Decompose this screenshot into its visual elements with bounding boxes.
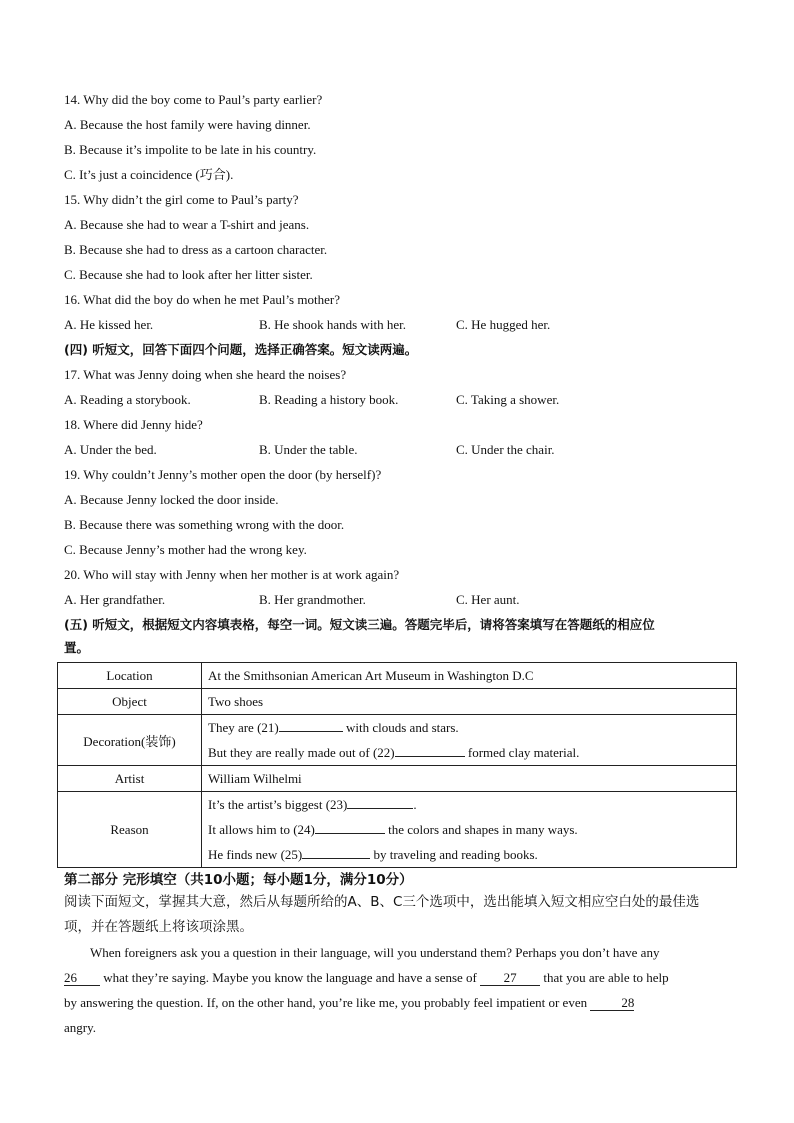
option-15a: A. Because she had to wear a T-shirt and jeans. xyxy=(64,217,310,232)
cloze-passage: When foreigners ask you a question in their language, will you understand them? Perhaps you don’t have any 26 what they’re saying. Maybe you know the language and have a sense of 27 that you are able to help by answering the question. If, on the other hand, you’re like me, you probably feel impatient or even 28 angry. xyxy=(64,945,669,1035)
blank-22[interactable] xyxy=(395,756,465,757)
option-20a: A. Her grandfather. xyxy=(64,592,166,607)
option-19b: B. Because there was something wrong with the door. xyxy=(64,517,345,532)
option-18b: B. Under the table. xyxy=(259,442,358,457)
option-15b: B. Because she had to dress as a cartoon character. xyxy=(64,242,328,257)
blank-25[interactable] xyxy=(302,858,370,859)
question-18: 18. Where did Jenny hide? xyxy=(64,417,203,432)
question-20: 20. Who will stay with Jenny when her mother is at work again? xyxy=(64,567,400,582)
option-14a: A. Because the host family were having dinner. xyxy=(64,117,311,132)
table-row xyxy=(58,792,737,868)
row-value-decoration xyxy=(202,715,737,766)
question-14: 14. Why did the boy come to Paul’s party earlier? xyxy=(64,92,323,107)
table-row xyxy=(58,663,737,689)
row-label-reason: Reason xyxy=(58,792,202,868)
table-row xyxy=(58,689,737,715)
decoration-line-1: They are (21) with clouds and stars. xyxy=(208,720,459,735)
option-19a: A. Because Jenny locked the door inside. xyxy=(64,492,279,507)
blank-21[interactable] xyxy=(279,731,343,732)
option-20c: C. Her aunt. xyxy=(456,592,520,607)
question-19: 19. Why couldn’t Jenny’s mother open the door (by herself)? xyxy=(64,467,382,482)
blank-23[interactable] xyxy=(347,808,413,809)
option-15c: C. Because she had to look after her litter sister. xyxy=(64,267,313,282)
blank-26[interactable]: 26 xyxy=(64,971,100,986)
blank-27[interactable]: 27 xyxy=(480,971,540,986)
row-label-location: Location xyxy=(58,663,202,689)
row-label-decoration: Decoration(装饰) xyxy=(58,715,202,766)
option-14b: B. Because it’s impolite to be late in his country. xyxy=(64,142,317,157)
section-5-instruction-line1: (五) 听短文，根据短文内容填表格，每空一词。短文读三遍。答题完毕后，请将答案填写在答题纸的相应位 xyxy=(64,617,655,632)
part-2-instruction-line1: 阅读下面短文，掌握其大意，然后从每题所给的A、B、C三个选项中，选出能填入短文相应空白处的最佳选 xyxy=(64,894,700,910)
option-16c: C. He hugged her. xyxy=(456,317,551,332)
option-14c: C. It’s just a coincidence (巧合). xyxy=(64,167,234,182)
option-18a: A. Under the bed. xyxy=(64,442,157,457)
table-row xyxy=(58,766,737,792)
row-value-object: Two shoes xyxy=(202,689,737,715)
reason-line-2: It allows him to (24) the colors and shapes in many ways. xyxy=(208,822,578,837)
option-20b: B. Her grandmother. xyxy=(259,592,366,607)
section-5-instruction-line2: 置。 xyxy=(64,640,90,655)
table-row xyxy=(58,715,737,766)
option-19c: C. Because Jenny’s mother had the wrong key. xyxy=(64,542,307,557)
reason-line-1: It’s the artist’s biggest (23) . xyxy=(208,797,417,812)
option-16a: A. He kissed her. xyxy=(64,317,154,332)
blank-28[interactable]: 28 xyxy=(590,996,634,1011)
row-label-artist: Artist xyxy=(58,766,202,792)
row-label-object: Object xyxy=(58,689,202,715)
row-value-location: At the Smithsonian American Art Museum in Washington D.C xyxy=(202,663,737,689)
part-2-heading: 第二部分 完形填空（共10小题；每小题1分，满分10分） xyxy=(64,872,413,888)
option-17b: B. Reading a history book. xyxy=(259,392,399,407)
row-value-reason xyxy=(202,792,737,868)
question-16: 16. What did the boy do when he met Paul’s mother? xyxy=(64,292,340,307)
option-16b: B. He shook hands with her. xyxy=(259,317,406,332)
decoration-line-2: But they are really made out of (22) formed clay material. xyxy=(208,745,580,760)
option-17c: C. Taking a shower. xyxy=(456,392,560,407)
question-17: 17. What was Jenny doing when she heard the noises? xyxy=(64,367,347,382)
question-15: 15. Why didn’t the girl come to Paul’s party? xyxy=(64,192,299,207)
blank-24[interactable] xyxy=(315,833,385,834)
fill-in-table xyxy=(57,662,737,868)
row-value-artist: William Wilhelmi xyxy=(202,766,737,792)
option-18c: C. Under the chair. xyxy=(456,442,555,457)
section-4-instruction: (四) 听短文，回答下面四个问题，选择正确答案。短文读两遍。 xyxy=(64,342,418,357)
option-17a: A. Reading a storybook. xyxy=(64,392,191,407)
reason-line-3: He finds new (25) by traveling and reading books. xyxy=(208,847,538,862)
part-2-instruction-line2: 项，并在答题纸上将该项涂黑。 xyxy=(64,919,253,935)
